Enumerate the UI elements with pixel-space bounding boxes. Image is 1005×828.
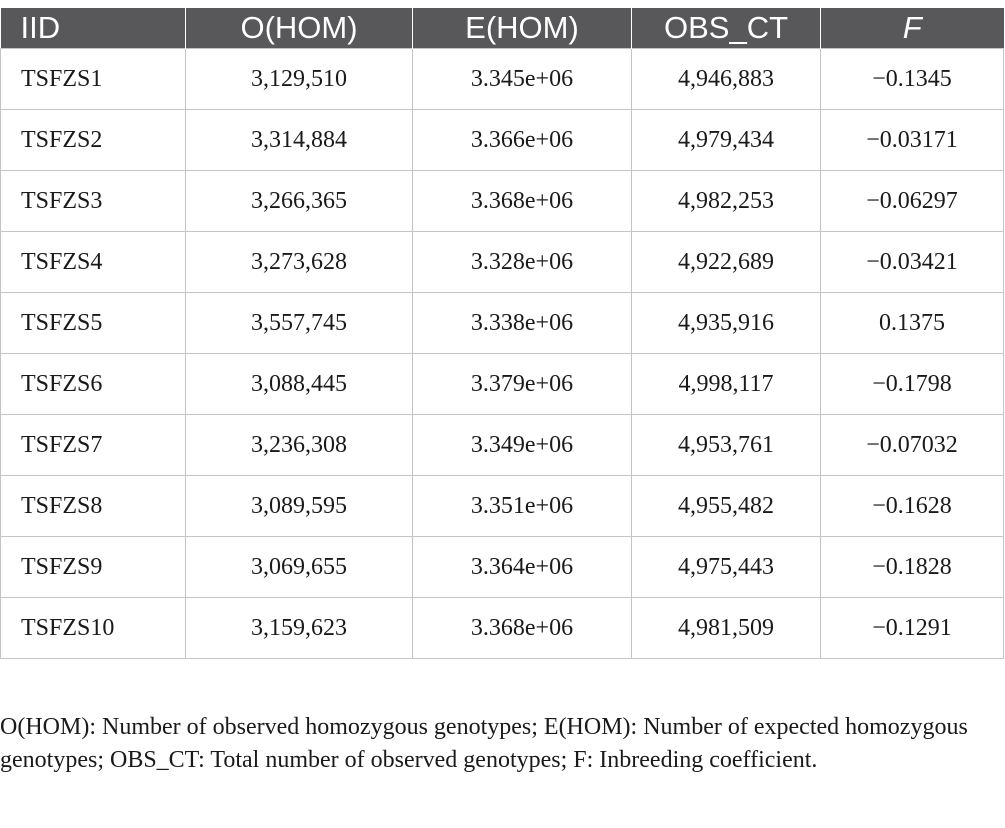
table-header [1, 8, 1004, 49]
cell-observed-hom: 3,069,655 [186, 537, 413, 598]
header-iid: IID [1, 8, 186, 49]
cell-f: −0.03171 [821, 110, 1004, 171]
cell-obs-ct: 4,982,253 [632, 171, 821, 232]
cell-expected-hom: 3.364e+06 [413, 537, 632, 598]
cell-obs-ct: 4,979,434 [632, 110, 821, 171]
cell-observed-hom: 3,236,308 [186, 415, 413, 476]
table-row [1, 415, 1004, 476]
cell-f: −0.1798 [821, 354, 1004, 415]
header-obs-ct: OBS_CT [632, 8, 821, 49]
cell-observed-hom: 3,273,628 [186, 232, 413, 293]
cell-expected-hom: 3.328e+06 [413, 232, 632, 293]
cell-expected-hom: 3.349e+06 [413, 415, 632, 476]
cell-expected-hom: 3.366e+06 [413, 110, 632, 171]
cell-iid: TSFZS8 [1, 476, 186, 537]
cell-observed-hom: 3,159,623 [186, 598, 413, 659]
cell-obs-ct: 4,922,689 [632, 232, 821, 293]
cell-obs-ct: 4,981,509 [632, 598, 821, 659]
table-row [1, 476, 1004, 537]
cell-expected-hom: 3.379e+06 [413, 354, 632, 415]
table-row [1, 110, 1004, 171]
header-expected-hom: E(HOM) [413, 8, 632, 49]
cell-iid: TSFZS9 [1, 537, 186, 598]
cell-expected-hom: 3.345e+06 [413, 49, 632, 110]
header-observed-hom: O(HOM) [186, 8, 413, 49]
table-row [1, 293, 1004, 354]
cell-obs-ct: 4,955,482 [632, 476, 821, 537]
table-footnote: O(HOM): Number of observed homozygous genotypes; E(HOM): Number of expected homozygous genotypes; OBS_CT: Total number of observed genotypes; F: Inbreeding coefficient. [0, 714, 968, 773]
cell-obs-ct: 4,935,916 [632, 293, 821, 354]
table-row [1, 537, 1004, 598]
cell-iid: TSFZS10 [1, 598, 186, 659]
cell-observed-hom: 3,088,445 [186, 354, 413, 415]
cell-iid: TSFZS7 [1, 415, 186, 476]
cell-f: −0.06297 [821, 171, 1004, 232]
cell-iid: TSFZS2 [1, 110, 186, 171]
table-row [1, 171, 1004, 232]
table-row [1, 232, 1004, 293]
inbreeding-table [0, 8, 1004, 659]
cell-iid: TSFZS5 [1, 293, 186, 354]
cell-expected-hom: 3.368e+06 [413, 598, 632, 659]
cell-obs-ct: 4,946,883 [632, 49, 821, 110]
table-container [0, 8, 1003, 659]
cell-iid: TSFZS6 [1, 354, 186, 415]
cell-f: −0.1345 [821, 49, 1004, 110]
cell-obs-ct: 4,953,761 [632, 415, 821, 476]
cell-f: −0.07032 [821, 415, 1004, 476]
cell-iid: TSFZS4 [1, 232, 186, 293]
cell-observed-hom: 3,089,595 [186, 476, 413, 537]
header-row [1, 8, 1004, 49]
cell-expected-hom: 3.368e+06 [413, 171, 632, 232]
cell-iid: TSFZS1 [1, 49, 186, 110]
cell-f: −0.1291 [821, 598, 1004, 659]
table-row [1, 354, 1004, 415]
cell-expected-hom: 3.338e+06 [413, 293, 632, 354]
cell-observed-hom: 3,314,884 [186, 110, 413, 171]
cell-f: −0.03421 [821, 232, 1004, 293]
cell-observed-hom: 3,129,510 [186, 49, 413, 110]
cell-f: 0.1375 [821, 293, 1004, 354]
cell-obs-ct: 4,975,443 [632, 537, 821, 598]
cell-iid: TSFZS3 [1, 171, 186, 232]
cell-observed-hom: 3,557,745 [186, 293, 413, 354]
cell-obs-ct: 4,998,117 [632, 354, 821, 415]
table-row [1, 49, 1004, 110]
cell-observed-hom: 3,266,365 [186, 171, 413, 232]
table-body [1, 49, 1004, 659]
table-row [1, 598, 1004, 659]
cell-expected-hom: 3.351e+06 [413, 476, 632, 537]
header-f: F [821, 8, 1004, 49]
cell-f: −0.1628 [821, 476, 1004, 537]
cell-f: −0.1828 [821, 537, 1004, 598]
